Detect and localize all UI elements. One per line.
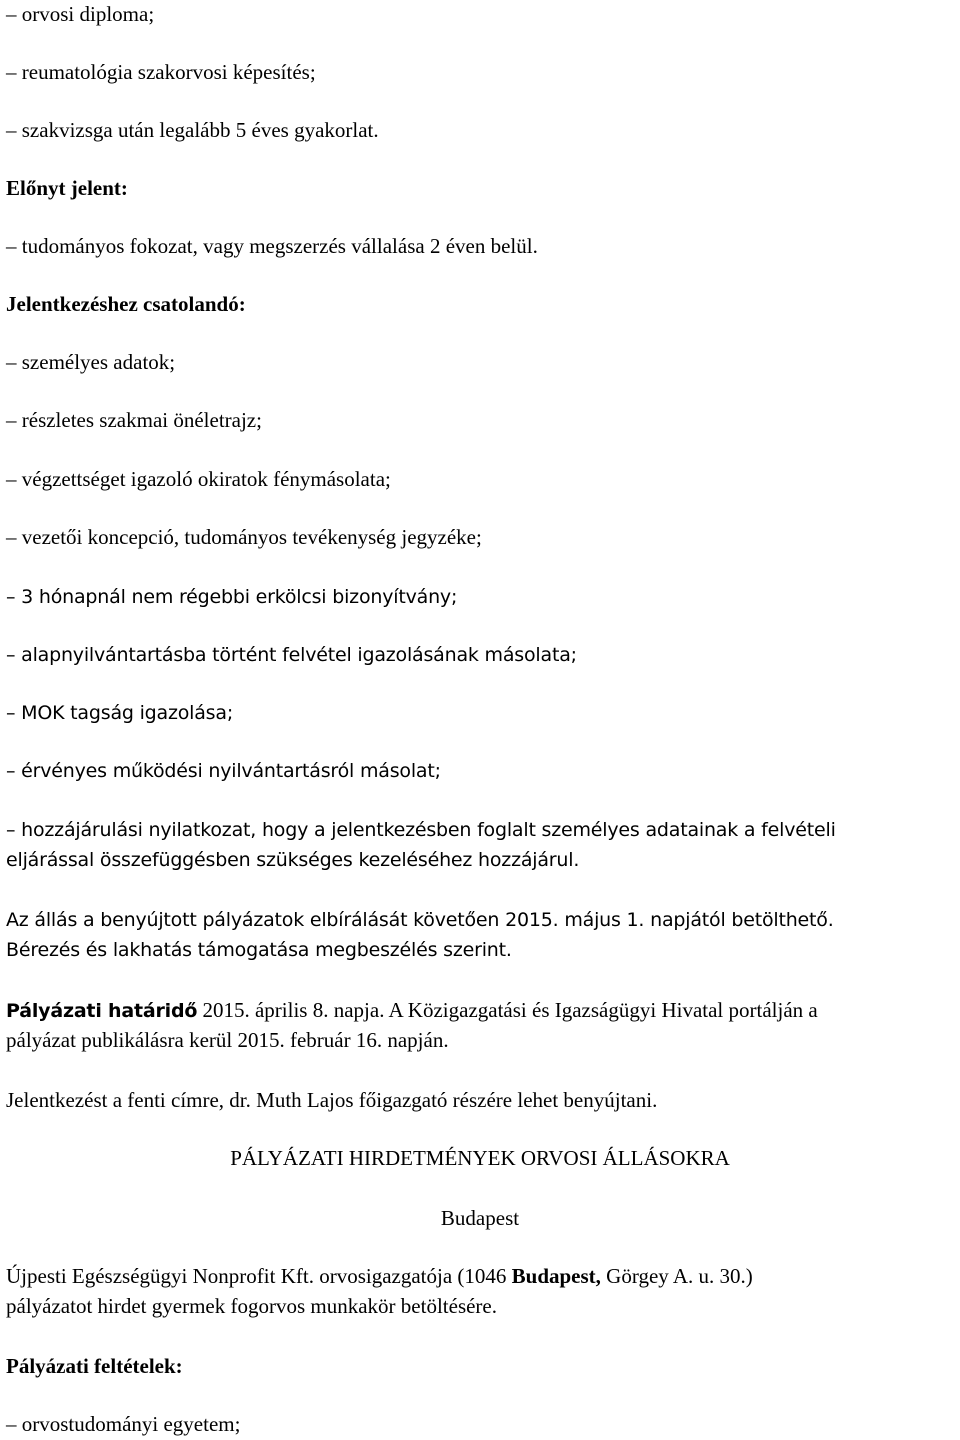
submission-paragraph: Jelentkezést a fenti címre, dr. Muth Lajos főigazgató részére lehet benyújtani. <box>6 1088 658 1112</box>
attachment-item: – személyes adatok; <box>6 350 176 374</box>
consent-item-continuation: eljárással összefüggésben szükséges kezeléséhez hozzájárul. <box>6 849 580 871</box>
section-heading-conditions: Pályázati feltételek: <box>6 1354 183 1378</box>
requirement-item: – reumatológia szakorvosi képesítés; <box>6 60 316 84</box>
publication-paragraph: pályázat publikálásra kerül 2015. február 16. napján. <box>6 1028 449 1052</box>
attachment-item: – alapnyilvántartásba történt felvétel igazolásának másolata; <box>6 644 577 666</box>
section-heading-attachments: Jelentkezéshez csatolandó: <box>6 292 246 316</box>
requirement-item: – szakvizsga után legalább 5 éves gyakorlat. <box>6 118 379 142</box>
availability-paragraph: Az állás a benyújtott pályázatok elbírálását követően 2015. május 1. napjától betölthető. <box>6 909 834 931</box>
attachment-item: – vezetői koncepció, tudományos tevékenység jegyzéke; <box>6 525 482 549</box>
deadline-label: Pályázati határidő <box>6 1000 198 1022</box>
condition-item: – orvostudományi egyetem; <box>6 1412 241 1436</box>
deadline-paragraph <box>6 996 818 1025</box>
consent-item: – hozzájárulási nyilatkozat, hogy a jelentkezésben foglalt személyes adatainak a felvételi <box>6 819 836 841</box>
city-heading: Budapest <box>440 1206 520 1230</box>
attachment-item: – részletes szakmai önéletrajz; <box>6 408 262 432</box>
salary-paragraph: Bérezés és lakhatás támogatása megbeszélés szerint. <box>6 939 512 961</box>
attachment-item: – MOK tagság igazolása; <box>6 702 234 724</box>
employer-text: Újpesti Egészségügyi Nonprofit Kft. orvosigazgatója (1046 <box>6 1264 512 1288</box>
position-paragraph: pályázatot hirdet gyermek fogorvos munkakör betöltésére. <box>6 1294 497 1318</box>
employer-city: Budapest, <box>511 1264 601 1288</box>
advantage-item: – tudományos fokozat, vagy megszerzés vállalása 2 éven belül. <box>6 234 538 258</box>
deadline-text: 2015. április 8. napja. A Közigazgatási és Igazságügyi Hivatal portálján a <box>197 998 818 1022</box>
employer-address: Görgey A. u. 30.) <box>600 1264 753 1288</box>
section-heading-advantage: Előnyt jelent: <box>6 176 128 200</box>
section-title: PÁLYÁZATI HIRDETMÉNYEK ORVOSI ÁLLÁSOKRA <box>230 1146 730 1170</box>
attachment-item: – végzettséget igazoló okiratok fénymásolata; <box>6 467 391 491</box>
attachment-item: – érvényes működési nyilvántartásról másolat; <box>6 760 441 782</box>
requirement-item: – orvosi diploma; <box>6 2 155 26</box>
attachment-item: – 3 hónapnál nem régebbi erkölcsi bizonyítvány; <box>6 586 458 608</box>
employer-paragraph <box>6 1262 753 1290</box>
